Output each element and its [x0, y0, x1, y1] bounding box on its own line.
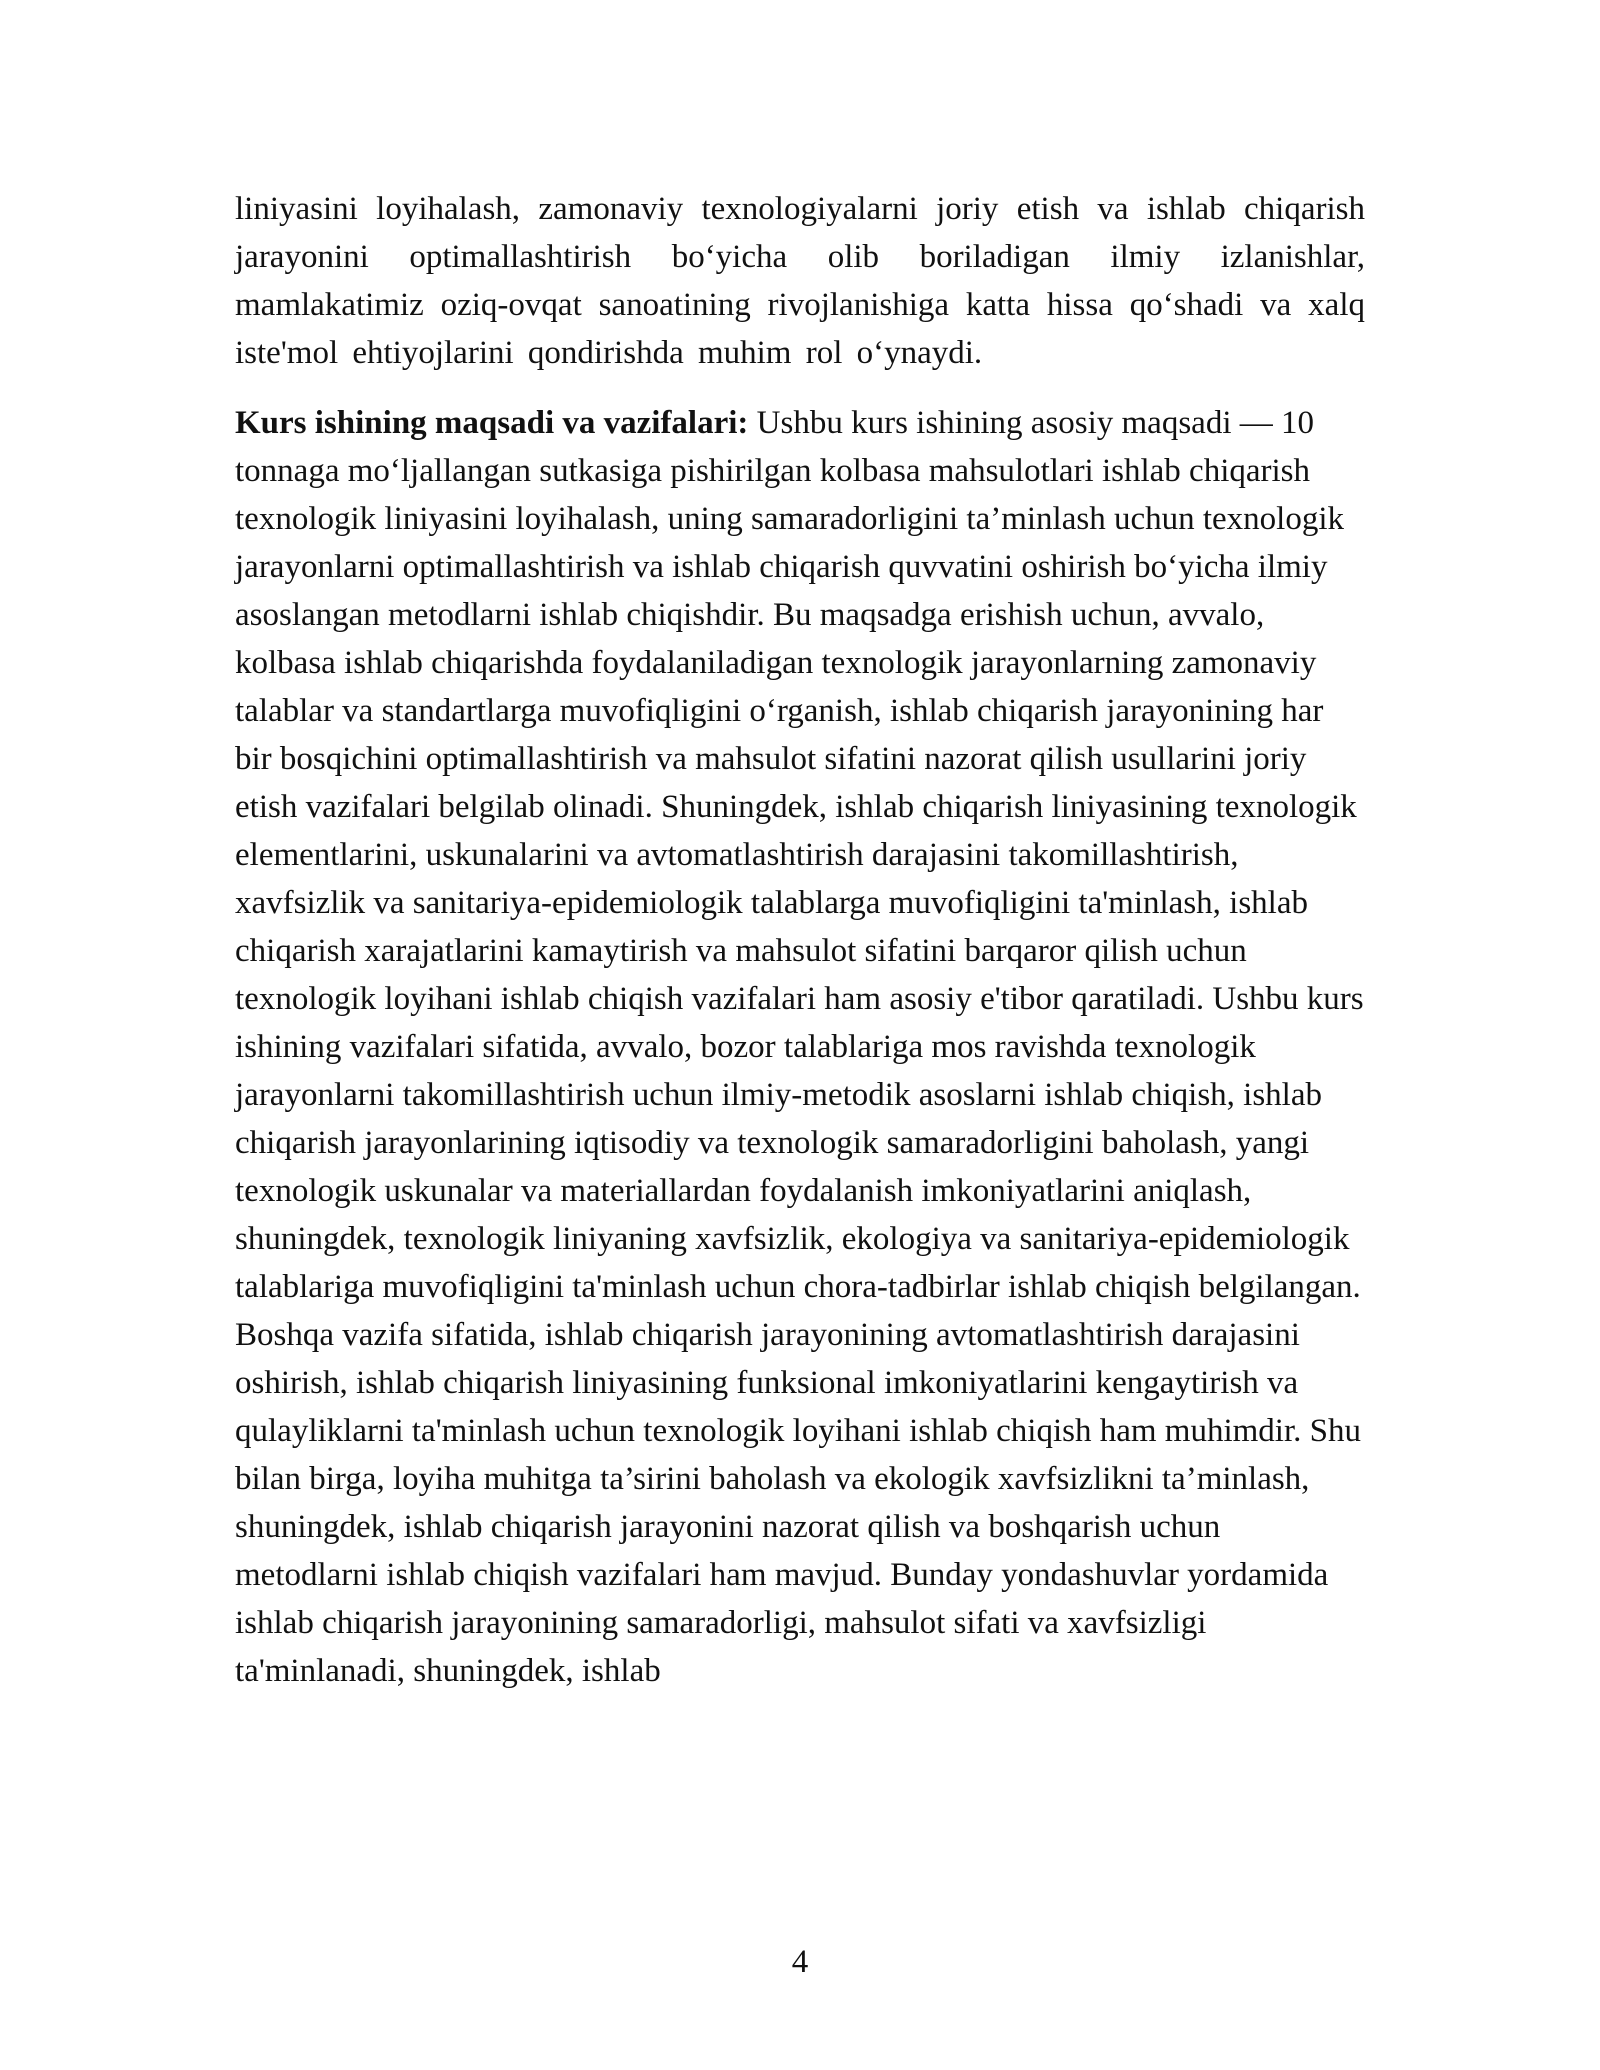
- paragraph-intro: liniyasini loyihalash, zamonaviy texnologiyalarni joriy etish va ishlab chiqarish jarayonini optimallashtirish bo‘yicha olib boriladigan ilmiy izlanishlar, mamlakatimiz oziq-ovqat sanoatining rivojlanishiga katta hissa qo‘shadi va xalq iste'mol ehtiyojlarini qondirishda muhim rol o‘ynaydi.: [235, 191, 1365, 371]
- page-number: 4: [791, 1944, 809, 1980]
- paragraph-goals: [235, 399, 1365, 1695]
- section-heading: Kurs ishining maqsadi va vazifalari:: [235, 405, 749, 441]
- document-page: [235, 185, 1365, 1695]
- paragraph-goals-body: Ushbu kurs ishining asosiy maqsadi — 10 tonnaga mo‘ljallangan sutkasiga pishirilgan kolbasa mahsulotlari ishlab chiqarish texnologik liniyasini loyihalash, uning samaradorligini ta’minlash uchun texnologik jarayonlarni optimallashtirish va ishlab chiqarish quvvatini oshirish bo‘yicha ilmiy asoslangan metodlarni ishlab chiqishdir. Bu maqsadga erishish uchun, avvalo, kolbasa ishlab chiqarishda foydalaniladigan texnologik jarayonlarning zamonaviy talablar va standartlarga muvofiqligini o‘rganish, ishlab chiqarish jarayonining har bir bosqichini optimallashtirish va mahsulot sifatini nazorat qilish usullarini joriy etish vazifalari belgilab olinadi. Shuningdek, ishlab chiqarish liniyasining texnologik elementlarini, uskunalarini va avtomatlashtirish darajasini takomillashtirish, xavfsizlik va sanitariya-epidemiologik talablarga muvofiqligini ta'minlash, ishlab chiqarish xarajatlarini kamaytirish va mahsulot sifatini barqaror qilish uchun texnologik loyihani ishlab chiqish vazifalari ham asosiy e'tibor qaratiladi. Ushbu kurs ishining vazifalari sifatida, avvalo, bozor talablariga mos ravishda texnologik jarayonlarni takomillashtirish uchun ilmiy-metodik asoslarni ishlab chiqish, ishlab chiqarish jarayonlarining iqtisodiy va texnologik samaradorligini baholash, yangi texnologik uskunalar va materiallardan foydalanish imkoniyatlarini aniqlash, shuningdek, texnologik liniyaning xavfsizlik, ekologiya va sanitariya-epidemiologik talablariga muvofiqligini ta'minlash uchun chora-tadbirlar ishlab chiqish belgilangan. Boshqa vazifa sifatida, ishlab chiqarish jarayonining avtomatlashtirish darajasini oshirish, ishlab chiqarish liniyasining funksional imkoniyatlarini kengaytirish va qulayliklarni ta'minlash uchun texnologik loyihani ishlab chiqish ham muhimdir. Shu bilan birga, loyiha muhitga ta’sirini baholash va ekologik xavfsizlikni ta’minlash, shuningdek, ishlab chiqarish jarayonini nazorat qilish va boshqarish uchun metodlarni ishlab chiqish vazifalari ham mavjud. Bunday yondashuvlar yordamida ishlab chiqarish jarayonining samaradorligi, mahsulot sifati va xavfsizligi ta'minlanadi, shuningdek, ishlab: [235, 405, 1364, 1689]
